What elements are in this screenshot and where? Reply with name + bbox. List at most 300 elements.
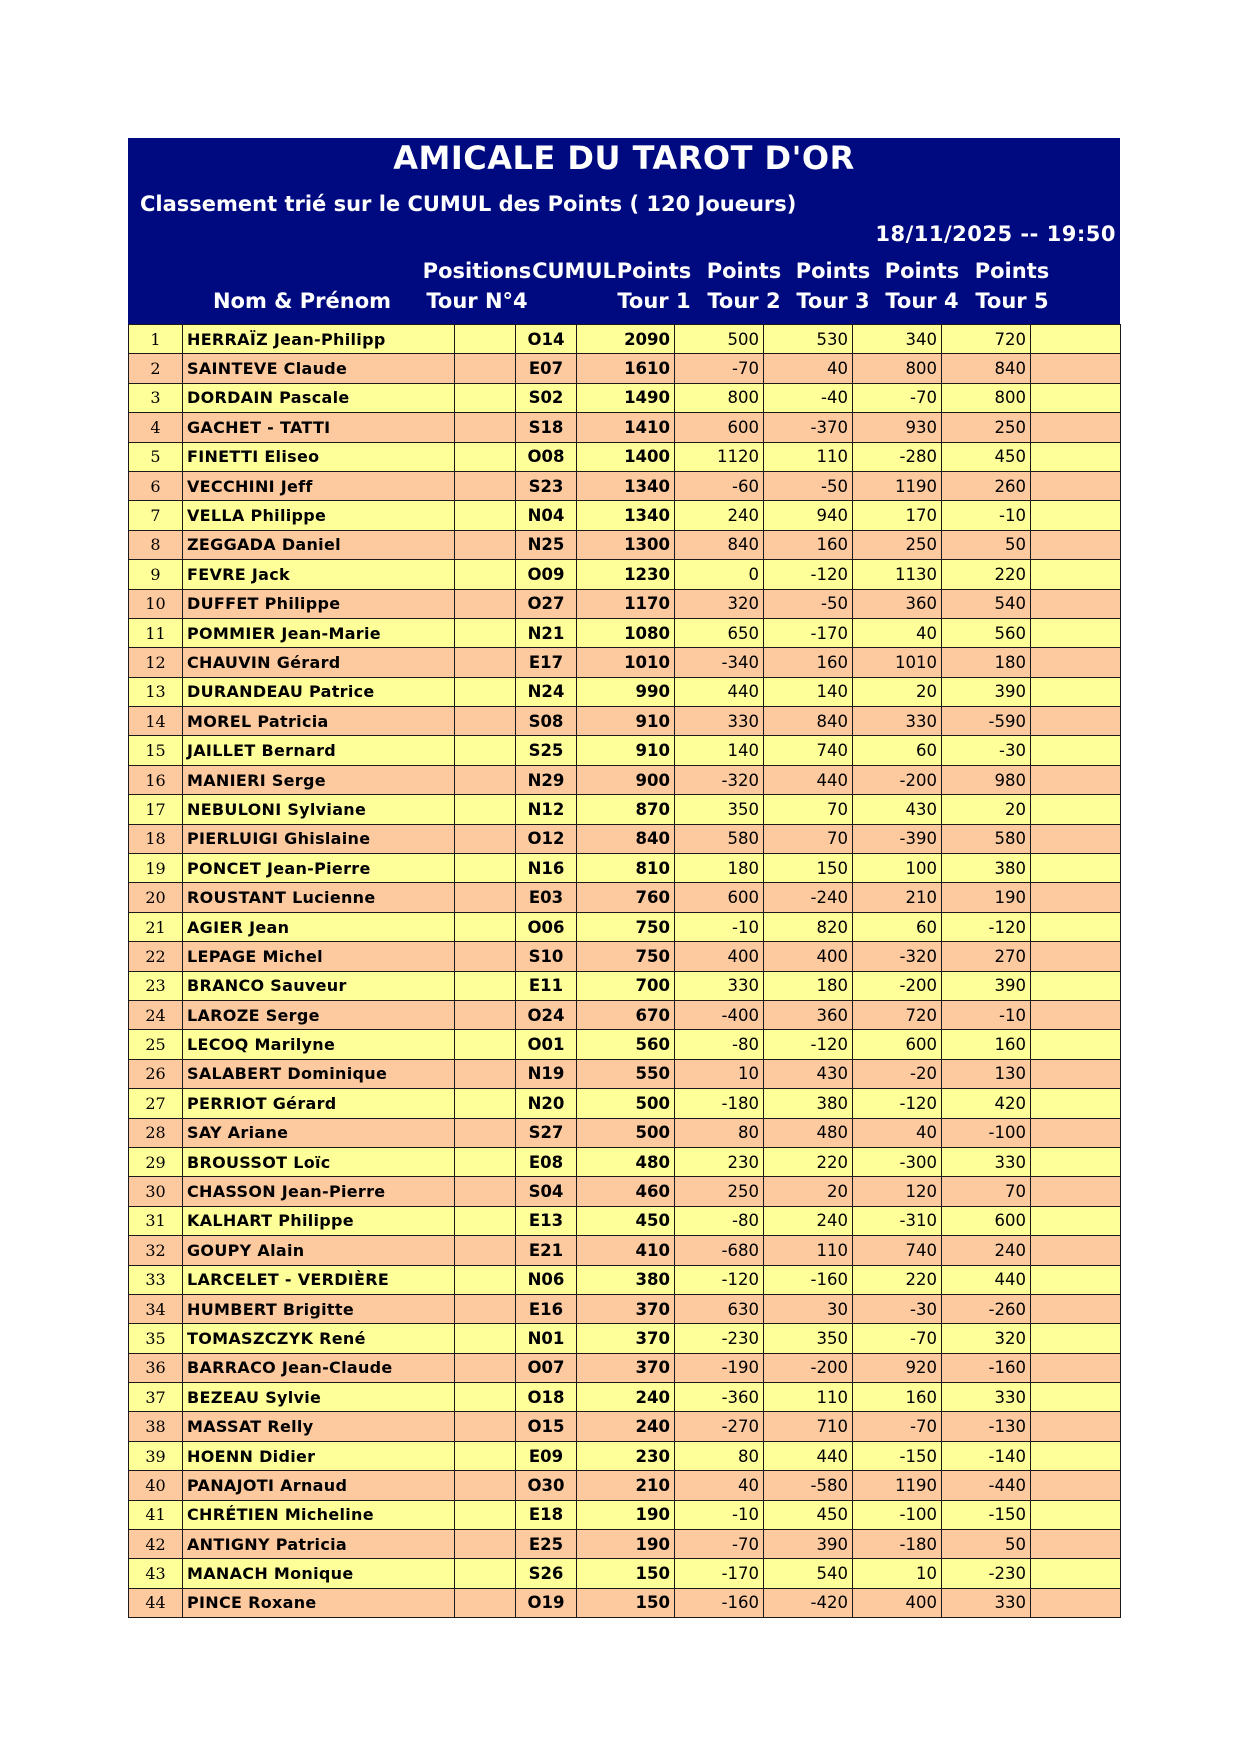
cumul-cell: 670 — [577, 1000, 675, 1029]
cumul-cell: 1490 — [577, 383, 675, 412]
points-tour1-cell: 80 — [675, 1441, 764, 1470]
points-tour2-cell: 940 — [764, 501, 853, 530]
points-tour5-cell — [1031, 677, 1121, 706]
table-row — [129, 1294, 1121, 1323]
player-name-cell: PONCET Jean-Pierre — [183, 854, 455, 883]
points-tour5-cell — [1031, 824, 1121, 853]
points-tour2-cell: -240 — [764, 883, 853, 912]
cumul-cell: 150 — [577, 1588, 675, 1617]
blank-cell — [455, 912, 516, 941]
points-tour3-cell: 40 — [853, 1118, 942, 1147]
points-tour1-cell: 440 — [675, 677, 764, 706]
cumul-cell: 380 — [577, 1265, 675, 1294]
position-cell: O18 — [516, 1383, 577, 1412]
rank-cell: 43 — [129, 1559, 183, 1588]
table-row — [129, 1500, 1121, 1529]
position-cell: S02 — [516, 383, 577, 412]
blank-cell — [455, 1118, 516, 1147]
rank-cell: 12 — [129, 648, 183, 677]
points-tour4-cell: 160 — [942, 1030, 1031, 1059]
rank-cell: 13 — [129, 677, 183, 706]
points-tour4-cell: 130 — [942, 1059, 1031, 1088]
blank-cell — [455, 413, 516, 442]
blank-cell — [455, 1383, 516, 1412]
blank-cell — [455, 1206, 516, 1235]
cumul-cell: 240 — [577, 1383, 675, 1412]
points-tour4-cell: 560 — [942, 618, 1031, 647]
points-tour2-cell: 450 — [764, 1500, 853, 1529]
cumul-cell: 910 — [577, 736, 675, 765]
points-tour3-cell: 220 — [853, 1265, 942, 1294]
blank-cell — [455, 1324, 516, 1353]
blank-cell — [455, 1147, 516, 1176]
rank-cell: 14 — [129, 707, 183, 736]
points-tour1-cell: 650 — [675, 618, 764, 647]
points-tour2-cell: 740 — [764, 736, 853, 765]
points-tour3-cell: 160 — [853, 1383, 942, 1412]
points-tour1-cell: -340 — [675, 648, 764, 677]
points-tour1-cell: 400 — [675, 942, 764, 971]
rank-cell: 39 — [129, 1441, 183, 1470]
points-tour3-cell: 1010 — [853, 648, 942, 677]
table-row — [129, 1147, 1121, 1176]
points-tour4-cell: 190 — [942, 883, 1031, 912]
rank-cell: 30 — [129, 1177, 183, 1206]
cumul-cell: 480 — [577, 1147, 675, 1176]
cumul-cell: 810 — [577, 854, 675, 883]
points-tour5-cell — [1031, 413, 1121, 442]
table-row — [129, 971, 1121, 1000]
points-tour1-cell: -60 — [675, 471, 764, 500]
player-name-cell: PIERLUIGI Ghislaine — [183, 824, 455, 853]
points-tour4-cell: 800 — [942, 383, 1031, 412]
points-tour4-cell: -160 — [942, 1353, 1031, 1382]
rank-cell: 5 — [129, 442, 183, 471]
table-row — [129, 1412, 1121, 1441]
points-tour5-cell — [1031, 530, 1121, 559]
points-tour3-cell: 170 — [853, 501, 942, 530]
column-header-tour1-line1: Points — [616, 259, 692, 283]
points-tour2-cell: 390 — [764, 1530, 853, 1559]
column-header-tour5-line1: Points — [974, 259, 1050, 283]
cumul-cell: 1400 — [577, 442, 675, 471]
points-tour4-cell: 330 — [942, 1588, 1031, 1617]
points-tour1-cell: 230 — [675, 1147, 764, 1176]
points-tour1-cell: 580 — [675, 824, 764, 853]
position-cell: E17 — [516, 648, 577, 677]
points-tour4-cell: -230 — [942, 1559, 1031, 1588]
player-name-cell: ZEGGADA Daniel — [183, 530, 455, 559]
cumul-cell: 150 — [577, 1559, 675, 1588]
rank-cell: 28 — [129, 1118, 183, 1147]
points-tour4-cell: -100 — [942, 1118, 1031, 1147]
player-name-cell: GACHET - TATTI — [183, 413, 455, 442]
points-tour3-cell: -150 — [853, 1441, 942, 1470]
player-name-cell: LEPAGE Michel — [183, 942, 455, 971]
points-tour3-cell: -70 — [853, 1324, 942, 1353]
rank-cell: 6 — [129, 471, 183, 500]
player-name-cell: HUMBERT Brigitte — [183, 1294, 455, 1323]
points-tour5-cell — [1031, 1030, 1121, 1059]
table-row — [129, 1353, 1121, 1382]
position-cell: S04 — [516, 1177, 577, 1206]
points-tour3-cell: 60 — [853, 736, 942, 765]
position-cell: E09 — [516, 1441, 577, 1470]
points-tour3-cell: -280 — [853, 442, 942, 471]
table-row — [129, 1588, 1121, 1617]
position-cell: O08 — [516, 442, 577, 471]
points-tour4-cell: -140 — [942, 1441, 1031, 1470]
points-tour2-cell: 180 — [764, 971, 853, 1000]
player-name-cell: MANIERI Serge — [183, 765, 455, 794]
points-tour5-cell — [1031, 648, 1121, 677]
points-tour4-cell: -130 — [942, 1412, 1031, 1441]
rank-cell: 3 — [129, 383, 183, 412]
table-row — [129, 648, 1121, 677]
ranking-sheet — [128, 138, 1120, 1618]
points-tour1-cell: -190 — [675, 1353, 764, 1382]
points-tour2-cell: 440 — [764, 1441, 853, 1470]
player-name-cell: MOREL Patricia — [183, 707, 455, 736]
position-cell: E18 — [516, 1500, 577, 1529]
cumul-cell: 900 — [577, 765, 675, 794]
points-tour1-cell: -80 — [675, 1206, 764, 1235]
points-tour2-cell: 150 — [764, 854, 853, 883]
points-tour3-cell: 60 — [853, 912, 942, 941]
points-tour4-cell: 250 — [942, 413, 1031, 442]
points-tour2-cell: 430 — [764, 1059, 853, 1088]
player-name-cell: PANAJOTI Arnaud — [183, 1471, 455, 1500]
player-name-cell: DORDAIN Pascale — [183, 383, 455, 412]
points-tour2-cell: 350 — [764, 1324, 853, 1353]
points-tour1-cell: -320 — [675, 765, 764, 794]
cumul-cell: 1610 — [577, 354, 675, 383]
cumul-cell: 750 — [577, 942, 675, 971]
points-tour2-cell: 360 — [764, 1000, 853, 1029]
player-name-cell: POMMIER Jean-Marie — [183, 618, 455, 647]
points-tour1-cell: -680 — [675, 1236, 764, 1265]
page-title: AMICALE DU TAROT D'OR — [128, 138, 1120, 188]
points-tour1-cell: 600 — [675, 413, 764, 442]
player-name-cell: SAINTEVE Claude — [183, 354, 455, 383]
points-tour1-cell: 240 — [675, 501, 764, 530]
table-row — [129, 1530, 1121, 1559]
cumul-cell: 1230 — [577, 560, 675, 589]
rank-cell: 40 — [129, 1471, 183, 1500]
position-cell: N01 — [516, 1324, 577, 1353]
points-tour1-cell: -160 — [675, 1588, 764, 1617]
blank-cell — [455, 1265, 516, 1294]
blank-cell — [455, 1294, 516, 1323]
points-tour5-cell — [1031, 1324, 1121, 1353]
blank-cell — [455, 442, 516, 471]
rank-cell: 42 — [129, 1530, 183, 1559]
player-name-cell: AGIER Jean — [183, 912, 455, 941]
player-name-cell: BEZEAU Sylvie — [183, 1383, 455, 1412]
points-tour4-cell: 20 — [942, 795, 1031, 824]
rank-cell: 38 — [129, 1412, 183, 1441]
points-tour3-cell: 340 — [853, 325, 942, 354]
table-row — [129, 442, 1121, 471]
player-name-cell: VELLA Philippe — [183, 501, 455, 530]
cumul-cell: 990 — [577, 677, 675, 706]
position-cell: O27 — [516, 589, 577, 618]
position-cell: O09 — [516, 560, 577, 589]
points-tour3-cell: 1130 — [853, 560, 942, 589]
blank-cell — [455, 1236, 516, 1265]
blank-cell — [455, 589, 516, 618]
points-tour5-cell — [1031, 354, 1121, 383]
position-cell: S27 — [516, 1118, 577, 1147]
cumul-cell: 760 — [577, 883, 675, 912]
points-tour4-cell: -440 — [942, 1471, 1031, 1500]
points-tour5-cell — [1031, 1236, 1121, 1265]
rank-cell: 35 — [129, 1324, 183, 1353]
points-tour1-cell: 330 — [675, 971, 764, 1000]
table-row — [129, 560, 1121, 589]
blank-cell — [455, 648, 516, 677]
table-row — [129, 1324, 1121, 1353]
position-cell: S26 — [516, 1559, 577, 1588]
cumul-cell: 1300 — [577, 530, 675, 559]
rank-cell: 27 — [129, 1089, 183, 1118]
position-cell: S18 — [516, 413, 577, 442]
points-tour1-cell: 80 — [675, 1118, 764, 1147]
points-tour3-cell: 800 — [853, 354, 942, 383]
player-name-cell: FINETTI Eliseo — [183, 442, 455, 471]
column-header-tour4-line2: Tour 4 — [885, 289, 959, 313]
points-tour3-cell: -390 — [853, 824, 942, 853]
table-row — [129, 707, 1121, 736]
blank-cell — [455, 1000, 516, 1029]
points-tour4-cell: 390 — [942, 677, 1031, 706]
position-cell: O15 — [516, 1412, 577, 1441]
blank-cell — [455, 824, 516, 853]
position-cell: O01 — [516, 1030, 577, 1059]
player-name-cell: LARCELET - VERDIÈRE — [183, 1265, 455, 1294]
blank-cell — [455, 1177, 516, 1206]
table-row — [129, 883, 1121, 912]
player-name-cell: BROUSSOT Loïc — [183, 1147, 455, 1176]
table-row — [129, 795, 1121, 824]
points-tour1-cell: -180 — [675, 1089, 764, 1118]
table-row — [129, 1030, 1121, 1059]
points-tour3-cell: 20 — [853, 677, 942, 706]
position-cell: N06 — [516, 1265, 577, 1294]
cumul-cell: 750 — [577, 912, 675, 941]
points-tour4-cell: 270 — [942, 942, 1031, 971]
player-name-cell: GOUPY Alain — [183, 1236, 455, 1265]
table-row — [129, 501, 1121, 530]
rank-cell: 24 — [129, 1000, 183, 1029]
player-name-cell: CHAUVIN Gérard — [183, 648, 455, 677]
position-cell: S25 — [516, 736, 577, 765]
rank-cell: 26 — [129, 1059, 183, 1088]
points-tour3-cell: -20 — [853, 1059, 942, 1088]
points-tour5-cell — [1031, 1206, 1121, 1235]
blank-cell — [455, 325, 516, 354]
points-tour4-cell: 180 — [942, 648, 1031, 677]
player-name-cell: HERRAÏZ Jean-Philipp — [183, 325, 455, 354]
blank-cell — [455, 471, 516, 500]
points-tour2-cell: 160 — [764, 648, 853, 677]
date-time-stamp: 18/11/2025 -- 19:50 — [128, 220, 1120, 248]
position-cell: N19 — [516, 1059, 577, 1088]
points-tour1-cell: 330 — [675, 707, 764, 736]
points-tour1-cell: 630 — [675, 1294, 764, 1323]
position-cell: E11 — [516, 971, 577, 1000]
player-name-cell: PINCE Roxane — [183, 1588, 455, 1617]
position-cell: E16 — [516, 1294, 577, 1323]
points-tour2-cell: 480 — [764, 1118, 853, 1147]
points-tour2-cell: 540 — [764, 1559, 853, 1588]
position-cell: O19 — [516, 1588, 577, 1617]
points-tour5-cell — [1031, 1294, 1121, 1323]
points-tour2-cell: 30 — [764, 1294, 853, 1323]
points-tour3-cell: -310 — [853, 1206, 942, 1235]
cumul-cell: 450 — [577, 1206, 675, 1235]
points-tour1-cell: -230 — [675, 1324, 764, 1353]
points-tour2-cell: -160 — [764, 1265, 853, 1294]
points-tour1-cell: -80 — [675, 1030, 764, 1059]
points-tour1-cell: 600 — [675, 883, 764, 912]
points-tour5-cell — [1031, 1118, 1121, 1147]
points-tour5-cell — [1031, 1383, 1121, 1412]
points-tour4-cell: -10 — [942, 1000, 1031, 1029]
position-cell: O14 — [516, 325, 577, 354]
points-tour2-cell: -120 — [764, 1030, 853, 1059]
player-name-cell: DURANDEAU Patrice — [183, 677, 455, 706]
table-row — [129, 942, 1121, 971]
points-tour1-cell: 180 — [675, 854, 764, 883]
rank-cell: 1 — [129, 325, 183, 354]
points-tour1-cell: 320 — [675, 589, 764, 618]
blank-cell — [455, 1412, 516, 1441]
points-tour5-cell — [1031, 736, 1121, 765]
position-cell: E21 — [516, 1236, 577, 1265]
position-cell: N04 — [516, 501, 577, 530]
points-tour1-cell: 250 — [675, 1177, 764, 1206]
points-tour2-cell: -50 — [764, 589, 853, 618]
position-cell: S23 — [516, 471, 577, 500]
blank-cell — [455, 1559, 516, 1588]
points-tour4-cell: 220 — [942, 560, 1031, 589]
points-tour5-cell — [1031, 618, 1121, 647]
table-row — [129, 1089, 1121, 1118]
player-name-cell: BRANCO Sauveur — [183, 971, 455, 1000]
points-tour3-cell: -70 — [853, 383, 942, 412]
ranking-subtitle: Classement trié sur le CUMUL des Points ( 120 Joueurs) — [128, 188, 1120, 220]
blank-cell — [455, 618, 516, 647]
points-tour3-cell: -180 — [853, 1530, 942, 1559]
points-tour3-cell: 1190 — [853, 471, 942, 500]
cumul-cell: 190 — [577, 1530, 675, 1559]
position-cell: N25 — [516, 530, 577, 559]
position-cell: N21 — [516, 618, 577, 647]
points-tour2-cell: 140 — [764, 677, 853, 706]
points-tour2-cell: 840 — [764, 707, 853, 736]
points-tour5-cell — [1031, 1177, 1121, 1206]
points-tour1-cell: -170 — [675, 1559, 764, 1588]
points-tour4-cell: 330 — [942, 1383, 1031, 1412]
points-tour5-cell — [1031, 1530, 1121, 1559]
rank-cell: 17 — [129, 795, 183, 824]
points-tour1-cell: 840 — [675, 530, 764, 559]
blank-cell — [455, 1089, 516, 1118]
blank-cell — [455, 736, 516, 765]
points-tour2-cell: 710 — [764, 1412, 853, 1441]
player-name-cell: JAILLET Bernard — [183, 736, 455, 765]
points-tour5-cell — [1031, 1000, 1121, 1029]
table-row — [129, 471, 1121, 500]
points-tour3-cell: 40 — [853, 618, 942, 647]
blank-cell — [455, 854, 516, 883]
points-tour2-cell: 530 — [764, 325, 853, 354]
points-tour3-cell: -320 — [853, 942, 942, 971]
points-tour3-cell: -30 — [853, 1294, 942, 1323]
rank-cell: 32 — [129, 1236, 183, 1265]
points-tour4-cell: -120 — [942, 912, 1031, 941]
points-tour2-cell: 70 — [764, 824, 853, 853]
player-name-cell: LAROZE Serge — [183, 1000, 455, 1029]
points-tour5-cell — [1031, 1441, 1121, 1470]
points-tour4-cell: 580 — [942, 824, 1031, 853]
points-tour2-cell: -50 — [764, 471, 853, 500]
points-tour3-cell: 400 — [853, 1588, 942, 1617]
points-tour4-cell: 50 — [942, 530, 1031, 559]
points-tour1-cell: -10 — [675, 1500, 764, 1529]
cumul-cell: 840 — [577, 824, 675, 853]
rank-cell: 41 — [129, 1500, 183, 1529]
cumul-cell: 500 — [577, 1089, 675, 1118]
points-tour2-cell: 110 — [764, 1383, 853, 1412]
blank-cell — [455, 501, 516, 530]
table-row — [129, 1383, 1121, 1412]
table-row — [129, 413, 1121, 442]
points-tour3-cell: -70 — [853, 1412, 942, 1441]
blank-cell — [455, 942, 516, 971]
rank-cell: 19 — [129, 854, 183, 883]
table-row — [129, 736, 1121, 765]
points-tour5-cell — [1031, 942, 1121, 971]
blank-cell — [455, 677, 516, 706]
points-tour5-cell — [1031, 765, 1121, 794]
points-tour5-cell — [1031, 471, 1121, 500]
player-name-cell: VECCHINI Jeff — [183, 471, 455, 500]
points-tour2-cell: -370 — [764, 413, 853, 442]
points-tour5-cell — [1031, 383, 1121, 412]
cumul-cell: 410 — [577, 1236, 675, 1265]
points-tour2-cell: 440 — [764, 765, 853, 794]
column-header-positions-line2: Tour N°4 — [426, 289, 528, 313]
table-row — [129, 1059, 1121, 1088]
position-cell: E13 — [516, 1206, 577, 1235]
column-header-positions-line1: Positions — [422, 259, 532, 283]
points-tour2-cell: 70 — [764, 795, 853, 824]
player-name-cell: BARRACO Jean-Claude — [183, 1353, 455, 1382]
points-tour5-cell — [1031, 1588, 1121, 1617]
cumul-cell: 550 — [577, 1059, 675, 1088]
cumul-cell: 1340 — [577, 501, 675, 530]
points-tour2-cell: -120 — [764, 560, 853, 589]
points-tour4-cell: 50 — [942, 1530, 1031, 1559]
table-row — [129, 325, 1121, 354]
points-tour1-cell: 0 — [675, 560, 764, 589]
points-tour2-cell: 110 — [764, 442, 853, 471]
points-tour4-cell: 840 — [942, 354, 1031, 383]
blank-cell — [455, 530, 516, 559]
position-cell: O30 — [516, 1471, 577, 1500]
